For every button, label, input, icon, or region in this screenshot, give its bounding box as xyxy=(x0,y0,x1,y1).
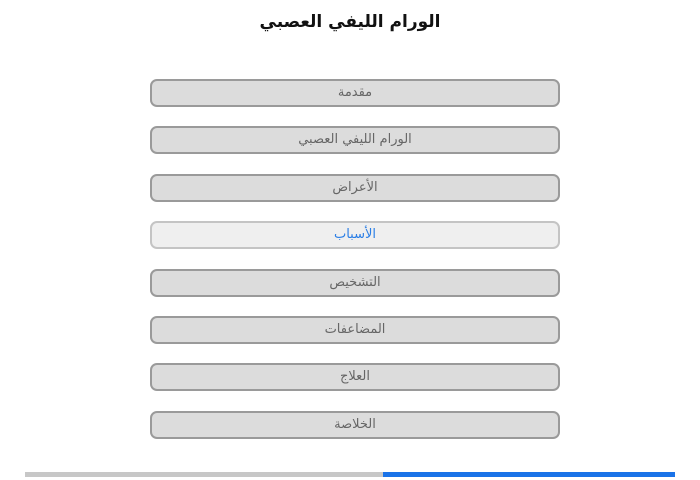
menu-item-conclusion[interactable]: الخلاصة xyxy=(150,411,560,439)
menu-item-treatment[interactable]: العلاج xyxy=(150,363,560,391)
progress-bar xyxy=(25,472,675,477)
menu-item-neurofibromatosis[interactable]: الورام الليفي العصبي xyxy=(150,126,560,154)
progress-bar-fill xyxy=(383,472,676,477)
menu-item-causes[interactable]: الأسباب xyxy=(150,221,560,249)
menu-item-introduction[interactable]: مقدمة xyxy=(150,79,560,107)
menu-item-diagnosis[interactable]: التشخيص xyxy=(150,269,560,297)
page-title: الورام الليفي العصبي xyxy=(259,12,441,32)
topic-menu xyxy=(150,79,560,458)
menu-item-complications[interactable]: المضاعفات xyxy=(150,316,560,344)
menu-item-symptoms[interactable]: الأعراض xyxy=(150,174,560,202)
